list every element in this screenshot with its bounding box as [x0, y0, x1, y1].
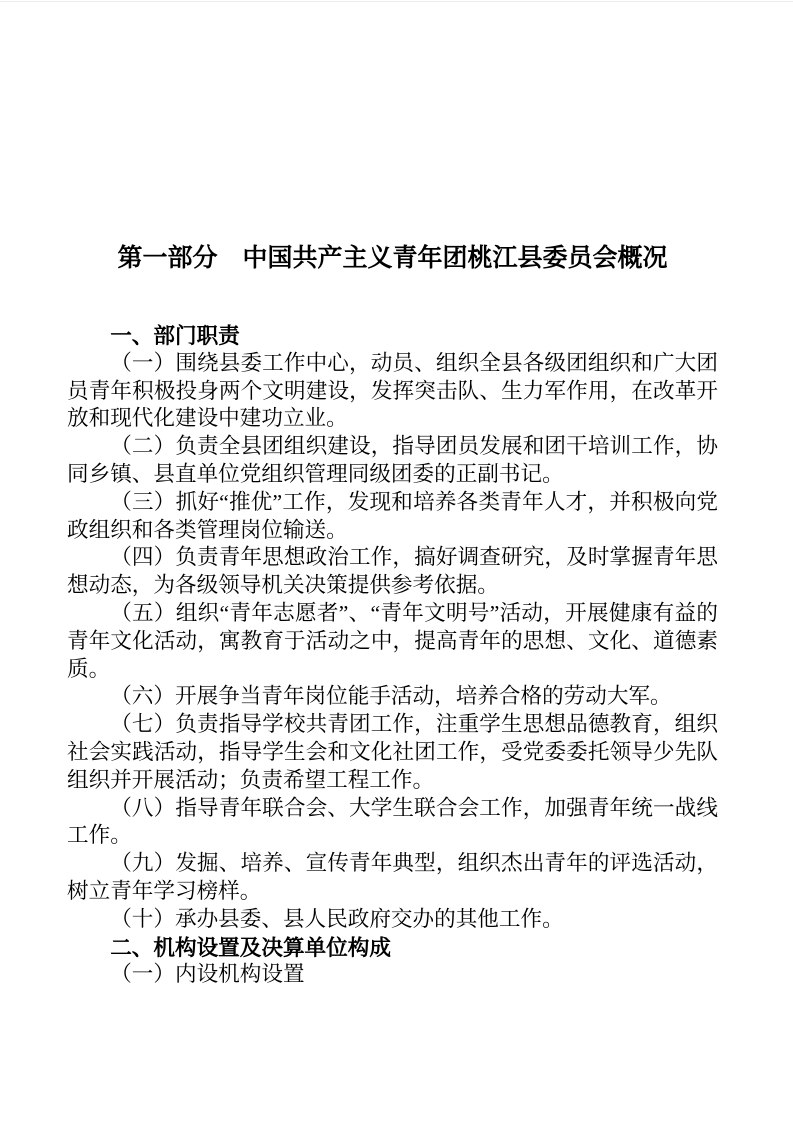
paragraph-duty-3: （三）抓好“推优”工作，发现和培养各类青年人才，并积极向党政组织和各类管理岗位输送。	[67, 489, 718, 542]
page-content	[67, 244, 718, 989]
paragraph-duty-7: （七）负责指导学校共青团工作，注重学生思想品德教育，组织社会实践活动，指导学生会和文化社团工作，受党委委托领导少先队组织并开展活动；负责希望工程工作。	[67, 712, 718, 792]
paragraph-duty-2: （二）负责全县团组织建设，指导团员发展和团干培训工作，协同乡镇、县直单位党组织管理同级团委的正副书记。	[67, 434, 718, 486]
paragraph-duty-1: （一）围绕县委工作中心，动员、组织全县各级团组织和广大团员青年积极投身两个文明建设，发挥突击队、生力军作用，在改革开放和现代化建设中建功立业。	[67, 350, 718, 431]
page-top-edge	[0, 1, 793, 2]
paragraph-duty-9: （九）发掘、培养、宣传青年典型，组织杰出青年的评选活动，树立青年学习榜样。	[67, 851, 718, 903]
paragraph-duty-8: （八）指导青年联合会、大学生联合会工作，加强青年统一战线工作。	[67, 795, 718, 848]
document-title: 第一部分 中国共产主义青年团桃江县委员会概况	[117, 245, 668, 272]
paragraph-duty-10: （十）承办县委、县人民政府交办的其他工作。	[110, 906, 564, 931]
paragraph-duty-4: （四）负责青年思想政治工作，搞好调查研究，及时掌握青年思想动态，为各级领导机关决策提供参考依据。	[67, 545, 718, 598]
section-heading-structure: 二、机构设置及决算单位构成	[110, 934, 391, 960]
paragraph-duty-6: （六）开展争当青年岗位能手活动，培养合格的劳动大军。	[110, 684, 672, 709]
paragraph-duty-5: （五）组织“青年志愿者”、“青年文明号”活动，开展健康有益的青年文化活动，寓教育于活动之中，提高青年的思想、文化、道德素质。	[67, 600, 718, 681]
section-heading-duties: 一、部门职责	[110, 323, 240, 348]
paragraph-structure-1: （一）内设机构设置	[110, 962, 305, 987]
